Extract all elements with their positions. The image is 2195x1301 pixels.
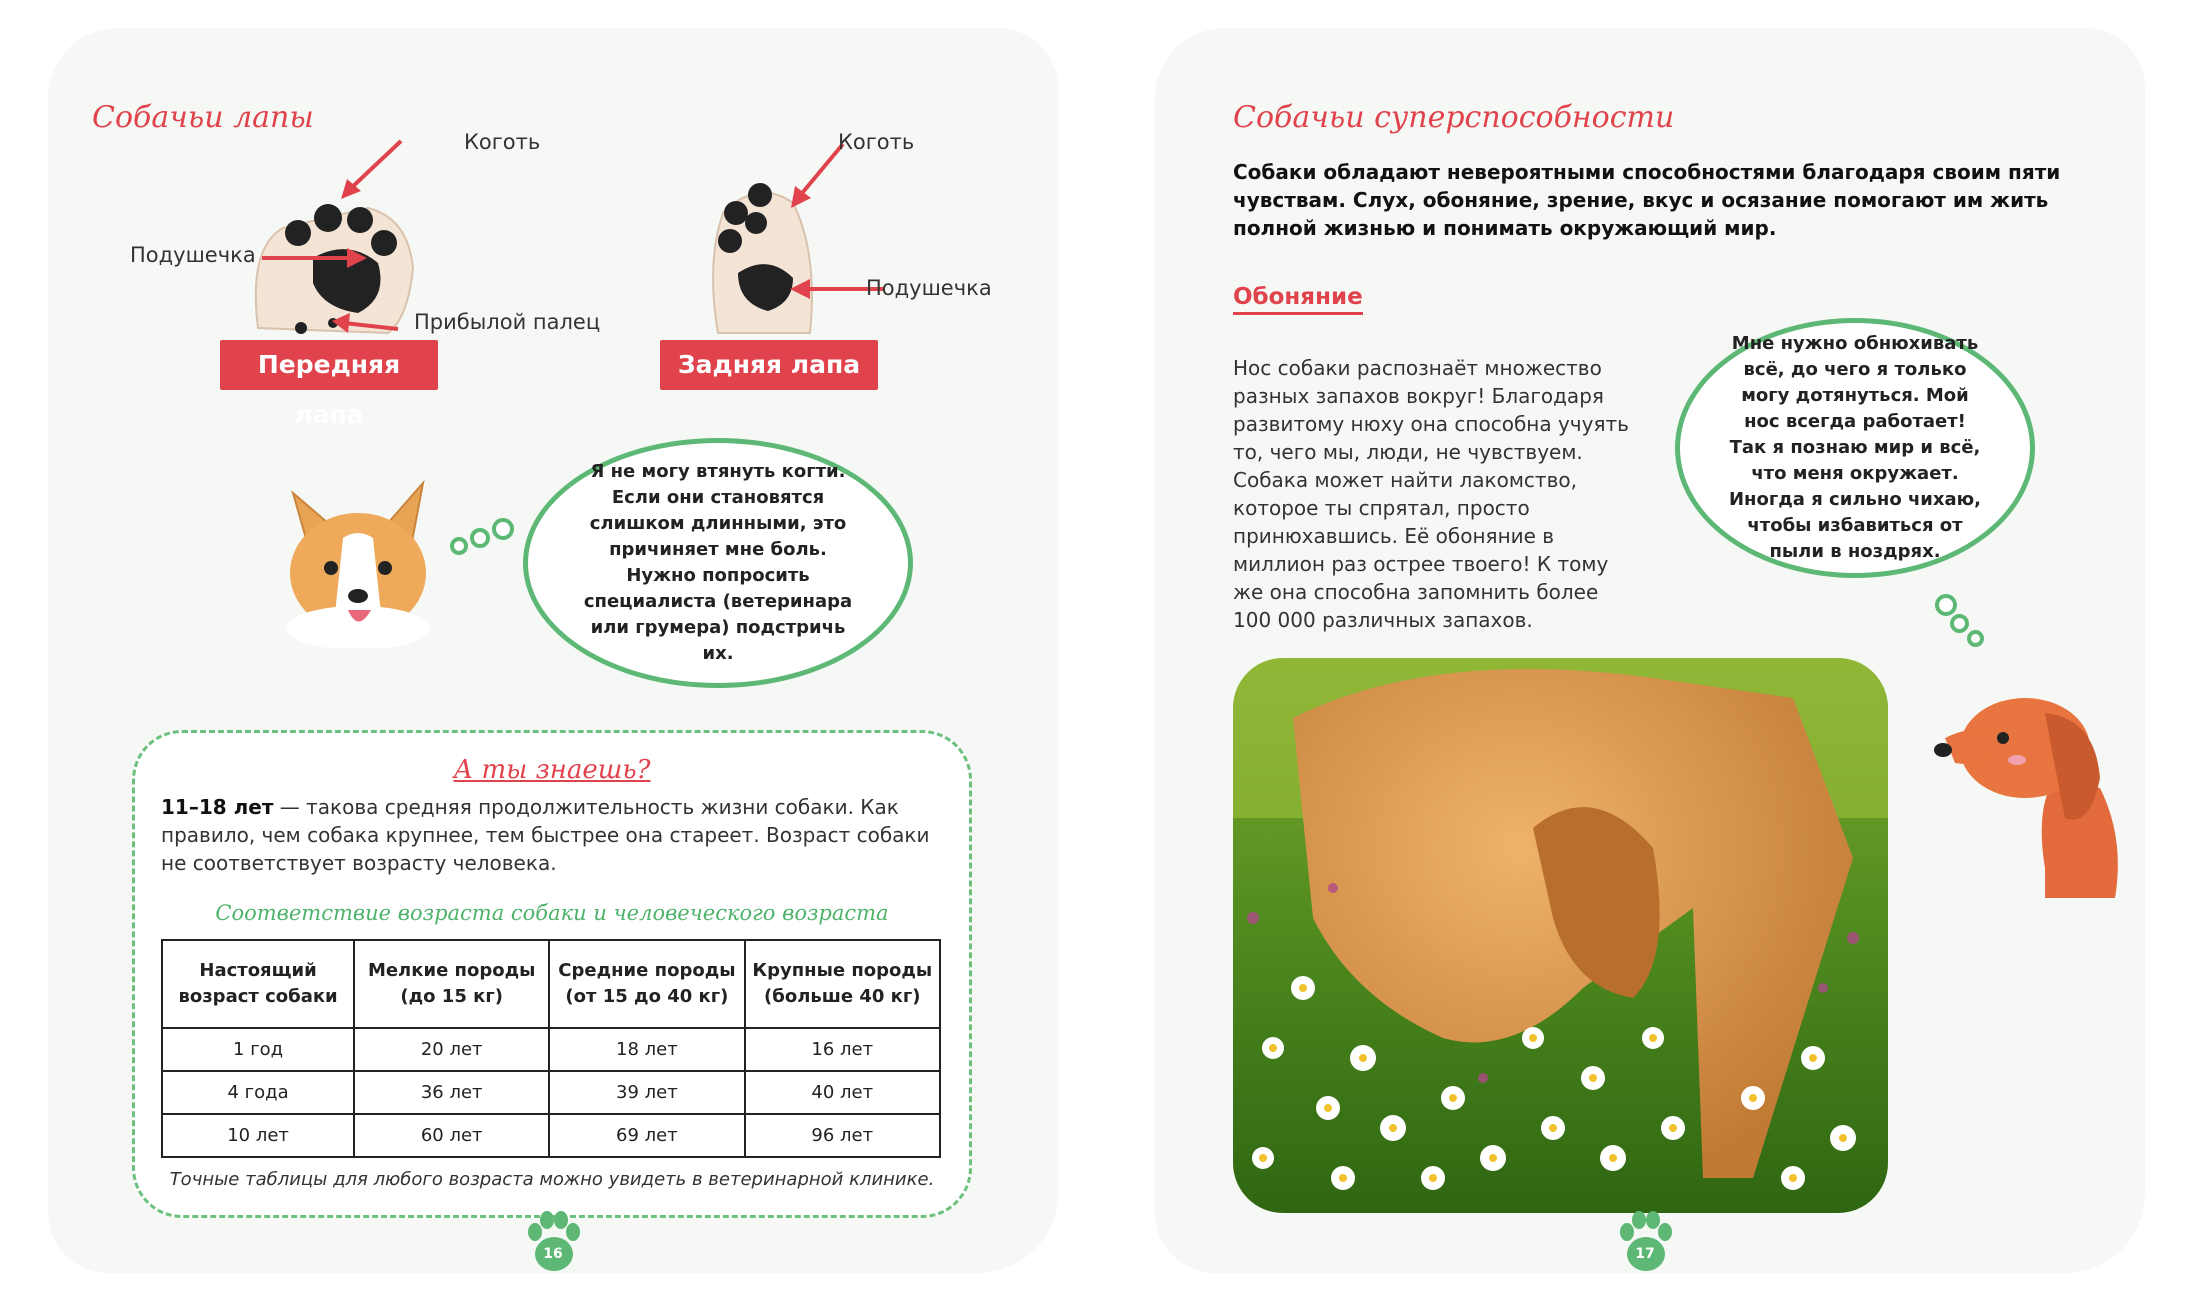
page-number-17 xyxy=(1615,1208,1675,1274)
thought-dot xyxy=(450,537,468,555)
fact-box-text xyxy=(161,793,951,877)
intro-text: Собаки обладают невероятными способностями благодаря своим пяти чувствам. Слух, обоняние, зрение, вкус и осязание помогают им жить полной жизнью и понимать окружающий мир. xyxy=(1233,160,2061,240)
fact-box-footnote: Точные таблицы для любого возраста можно увидеть в ветеринарной клинике. xyxy=(169,1169,935,1190)
fact-box xyxy=(132,730,972,1218)
table-cell: 10 лет xyxy=(162,1114,354,1157)
table-cell: 69 лет xyxy=(549,1114,744,1157)
fact-lead-text: — такова средняя продолжительность жизни собаки. Как правило, чем собака крупнее, тем быстрее она стареет. Возраст собаки не соответствует возрасту человека. xyxy=(161,795,930,875)
table-cell: 36 лет xyxy=(354,1071,549,1114)
table-cell: 40 лет xyxy=(745,1071,940,1114)
thought-dot xyxy=(1935,594,1957,616)
table-header-row xyxy=(162,940,940,1028)
page-number-16 xyxy=(523,1208,583,1274)
dog-bubble-text: Мне нужно обнюхивать всё, до чего я только могу дотянуться. Мой нос всегда работает! Так я познаю мир и всё, что меня окружает. Иногда я сильно чихаю, чтобы избавиться от пыли в ноздрях. xyxy=(1728,333,1982,562)
paw-icon xyxy=(1615,1208,1675,1274)
table-row xyxy=(162,1114,940,1157)
corgi-illustration xyxy=(273,468,443,648)
table-cell: 39 лет xyxy=(549,1071,744,1114)
left-page-title: Собачьи лапы xyxy=(92,100,314,135)
front-pad-label: Подушечка xyxy=(130,243,256,267)
page-number-text: 16 xyxy=(543,1246,563,1262)
hind-claw-label: Коготь xyxy=(838,130,915,154)
right-page xyxy=(1155,28,2145,1273)
thought-dot xyxy=(1950,614,1969,633)
table-header-cell: Крупные породы (больше 40 кг) xyxy=(745,940,940,1028)
corgi-bubble-text: Я не могу втянуть когти. Если они становятся слишком длинными, это причиняет мне боль. Нужно попросить специалиста (ветеринара или грумера) подстричь их. xyxy=(583,461,853,664)
hind-pad-label: Подушечка xyxy=(866,276,992,300)
thought-dot xyxy=(492,518,514,540)
arrow-icon xyxy=(333,133,413,213)
table-header-cell: Настоящий возраст собаки xyxy=(162,940,354,1028)
arrow-icon xyxy=(330,311,400,341)
table-cell: 1 год xyxy=(162,1028,354,1071)
thought-dot xyxy=(470,528,490,548)
corgi-thought-bubble xyxy=(523,438,913,688)
dewclaw-label: Прибылой палец xyxy=(414,310,601,334)
section-text: Нос собаки распознаёт множество разных запахов вокруг! Благодаря развитому нюху она способна учуять то, чего мы, люди, не чувствуем. Собака может найти лакомство, которое ты спрятал, просто принюхавшись. Её обоняние в миллион раз острее твоего! К тому же она способна запомнить более 100 000 различных запахов. xyxy=(1233,356,1629,632)
table-cell: 16 лет xyxy=(745,1028,940,1071)
table-row xyxy=(162,1028,940,1071)
dog-thought-bubble xyxy=(1675,318,2035,578)
right-page-title: Собачьи суперспособности xyxy=(1233,100,1675,135)
table-header-cell: Средние породы (от 15 до 40 кг) xyxy=(549,940,744,1028)
table-header-cell: Мелкие породы (до 15 кг) xyxy=(354,940,549,1028)
page-number-text: 17 xyxy=(1635,1246,1655,1262)
table-cell: 60 лет xyxy=(354,1114,549,1157)
table-cell: 20 лет xyxy=(354,1028,549,1071)
left-page xyxy=(48,28,1058,1273)
section-title: Обоняние xyxy=(1233,284,1363,315)
dog-sniffing-photo xyxy=(1233,658,1888,1213)
table-cell: 4 года xyxy=(162,1071,354,1114)
paw-icon xyxy=(523,1208,583,1274)
dachshund-illustration xyxy=(1925,668,2145,908)
fact-lead-bold: 11–18 лет xyxy=(161,795,274,819)
table-row xyxy=(162,1071,940,1114)
table-cell: 96 лет xyxy=(745,1114,940,1157)
arrow-icon xyxy=(262,243,372,273)
age-table-title: Соответствие возраста собаки и человеческого возраста xyxy=(215,901,889,925)
thought-dot xyxy=(1967,630,1984,647)
fact-box-title: А ты знаешь? xyxy=(453,755,651,785)
front-claw-label: Коготь xyxy=(464,130,541,154)
photo-image xyxy=(1233,658,1888,1213)
front-paw-caption: Передняя лапа xyxy=(220,340,438,390)
table-cell: 18 лет xyxy=(549,1028,744,1071)
hind-paw-caption: Задняя лапа xyxy=(660,340,878,390)
age-table xyxy=(161,939,941,1158)
